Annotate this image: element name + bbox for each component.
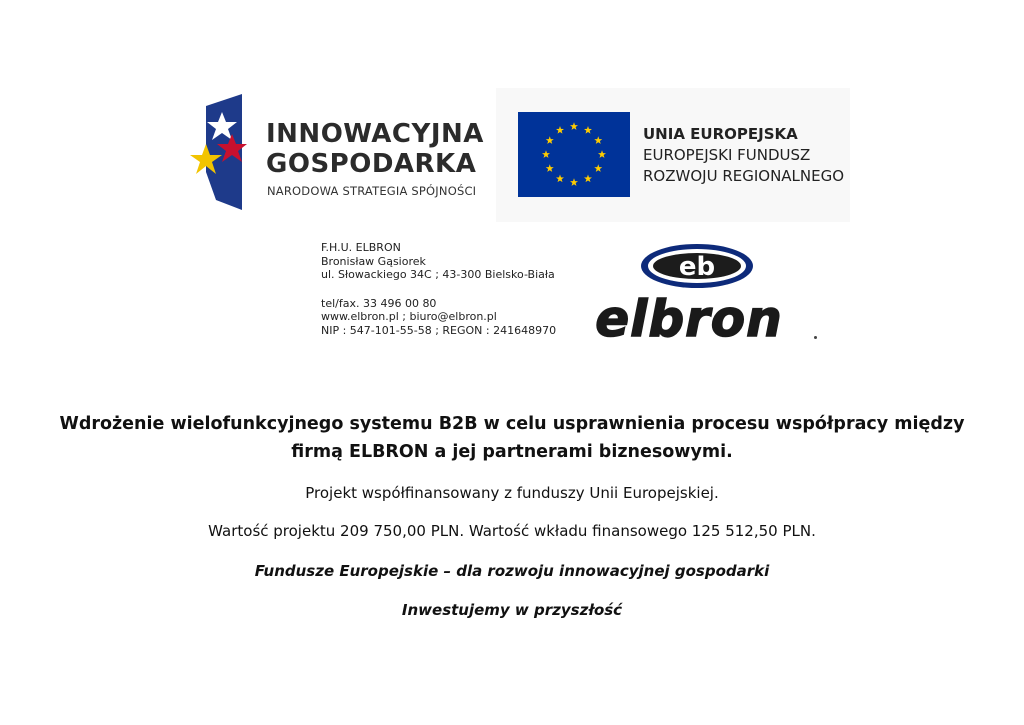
company-address: ul. Słowackiego 34C ; 43-300 Bielsko-Biała <box>321 268 555 282</box>
eu-fund-line2: ROZWOJU REGIONALNEGO <box>643 167 845 185</box>
company-phone: tel/fax. 33 496 00 80 <box>321 296 437 310</box>
eu-title: UNIA EUROPEJSKA <box>643 125 798 143</box>
motto: Inwestujemy w przyszłość <box>401 601 623 619</box>
project-headline <box>0 410 1024 466</box>
cofinancing-note: Projekt współfinansowany z funduszy Unii Europejskiej. <box>305 484 719 502</box>
company-ids: NIP : 547-101-55-58 ; REGON : 241648970 <box>321 323 557 337</box>
elbron-badge-icon <box>641 244 753 288</box>
slogan: Fundusze Europejskie – dla rozwoju innowacyjnej gospodarki <box>254 562 770 580</box>
innowacyjna-emblem-icon <box>186 92 256 210</box>
company-web: www.elbron.pl ; biuro@elbron.pl <box>321 310 497 324</box>
eu-flag-icon <box>518 112 630 197</box>
eu-logo <box>496 88 850 222</box>
elbron-badge-letters: eb <box>678 252 716 282</box>
project-value: Wartość projektu 209 750,00 PLN. Wartość wkładu finansowego 125 512,50 PLN. <box>208 522 816 540</box>
innowacyjna-title-line1: INNOWACYJNA <box>266 119 484 149</box>
eu-fund-line1: EUROPEJSKI FUNDUSZ <box>643 146 811 164</box>
headline-line2: firmą ELBRON a jej partnerami biznesowymi. <box>291 442 733 462</box>
company-info <box>321 241 556 338</box>
headline-line1: Wdrożenie wielofunkcyjnego systemu B2B w celu usprawnienia procesu współpracy między <box>59 414 965 434</box>
decorative-dot <box>814 336 817 339</box>
elbron-wordmark: elbron <box>595 290 783 346</box>
innowacyjna-gospodarka-logo <box>186 92 486 212</box>
company-owner: Bronisław Gąsiorek <box>321 254 426 268</box>
innowacyjna-subtitle: NARODOWA STRATEGIA SPÓJNOŚCI <box>267 184 477 198</box>
elbron-logo <box>584 236 794 346</box>
innowacyjna-title-line2: GOSPODARKA <box>266 149 477 179</box>
company-name: F.H.U. ELBRON <box>321 241 401 254</box>
